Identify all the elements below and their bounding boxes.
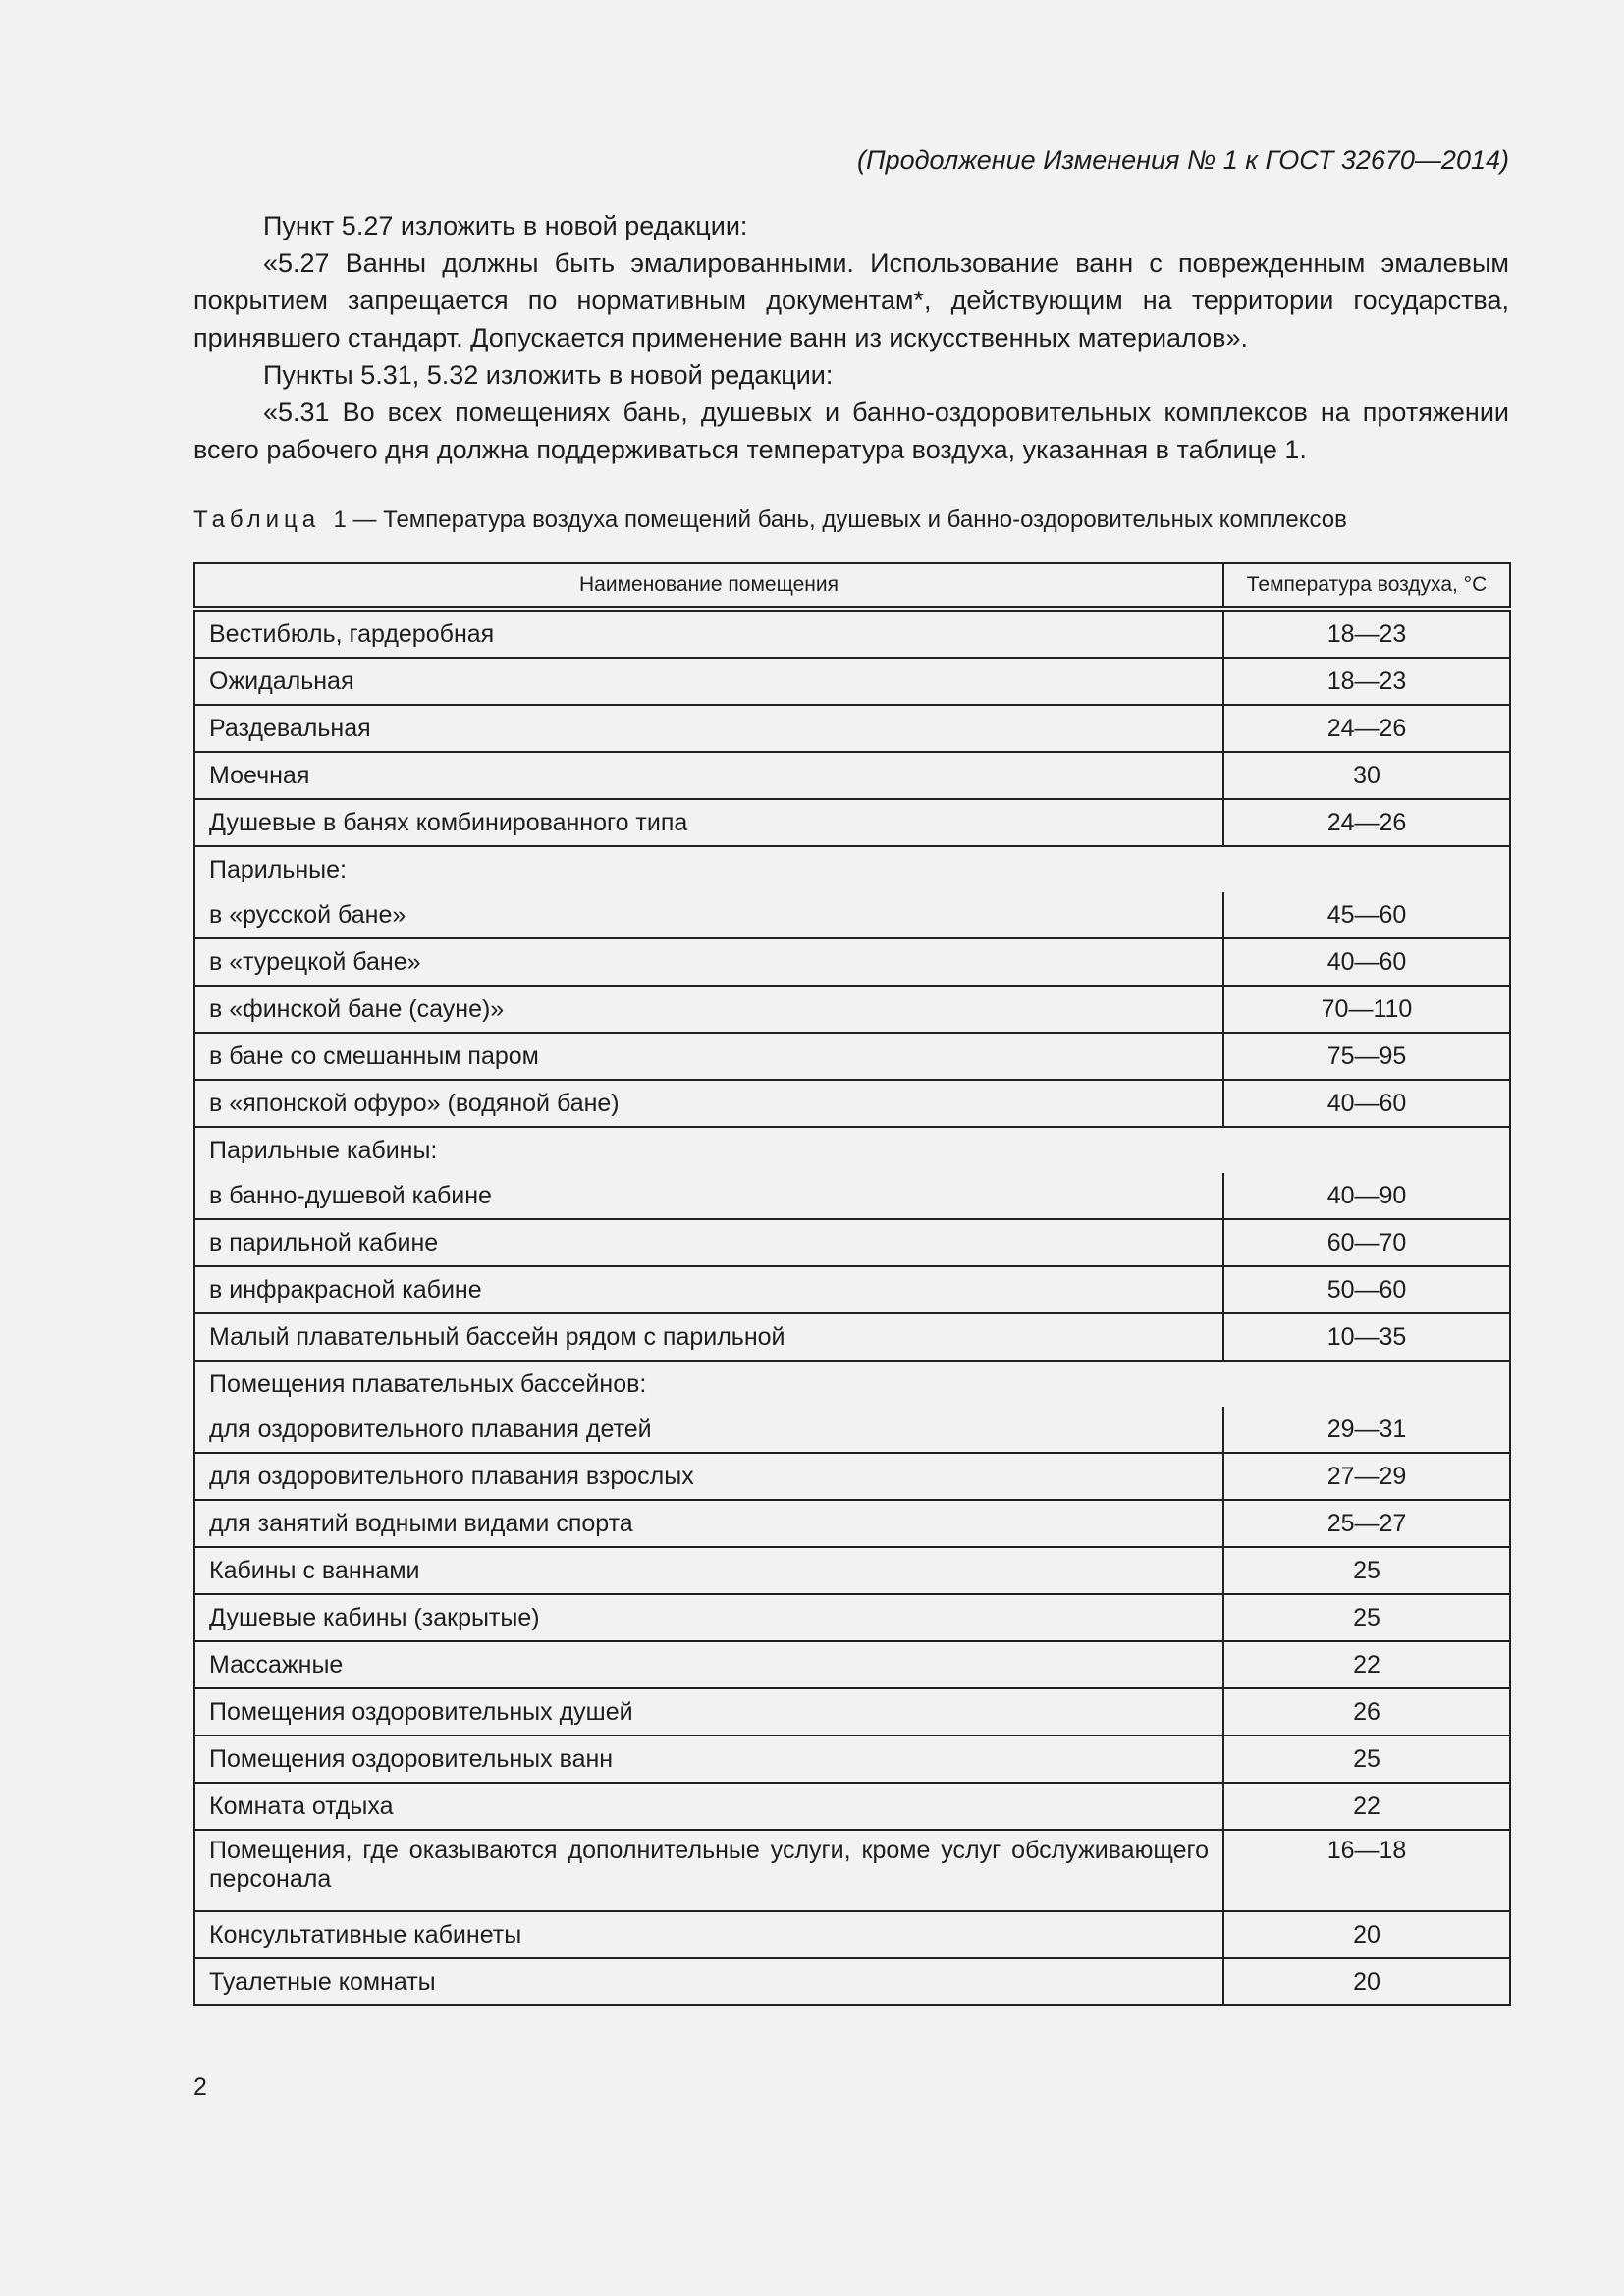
- room-name-cell: в парильной кабине: [194, 1219, 1223, 1266]
- room-name-cell: Малый плавательный бассейн рядом с парильной: [194, 1313, 1223, 1361]
- room-name-cell: Консультативные кабинеты: [194, 1911, 1223, 1958]
- room-name-cell: Парильные кабины:: [194, 1127, 1510, 1173]
- table-row: [194, 1219, 1510, 1266]
- room-name-cell: для занятий водными видами спорта: [194, 1500, 1223, 1547]
- room-name-cell: Массажные: [194, 1641, 1223, 1688]
- table-row: [194, 1127, 1510, 1173]
- room-name-cell: Ожидальная: [194, 658, 1223, 705]
- temperature-cell: 25: [1223, 1735, 1510, 1783]
- room-name-cell: Раздевальная: [194, 705, 1223, 752]
- temperature-cell: 25—27: [1223, 1500, 1510, 1547]
- room-name-cell: в «японской офуро» (водяной бане): [194, 1080, 1223, 1127]
- temperature-cell: 45—60: [1223, 892, 1510, 938]
- room-name-cell: в инфракрасной кабине: [194, 1266, 1223, 1313]
- table-row: [194, 1783, 1510, 1830]
- table-row: [194, 1594, 1510, 1641]
- temperature-cell: 40—60: [1223, 1080, 1510, 1127]
- temperature-cell: 70—110: [1223, 986, 1510, 1033]
- column-header-temperature: Температура воздуха, °С: [1223, 563, 1510, 609]
- table-row: [194, 658, 1510, 705]
- table-row: [194, 1735, 1510, 1783]
- table-row: [194, 1547, 1510, 1594]
- table-row: [194, 1830, 1510, 1911]
- temperature-cell: 40—60: [1223, 938, 1510, 986]
- column-header-room: Наименование помещения: [194, 563, 1223, 609]
- room-name-cell: Помещения оздоровительных ванн: [194, 1735, 1223, 1783]
- room-name-cell: Кабины с ваннами: [194, 1547, 1223, 1594]
- temperature-cell: 29—31: [1223, 1407, 1510, 1453]
- temperature-table: [193, 562, 1511, 2006]
- temperature-cell: 40—90: [1223, 1173, 1510, 1219]
- table-caption-text: 1 — Температура воздуха помещений бань, душевых и банно-оздоровительных комплексов: [333, 507, 1347, 533]
- temperature-cell: 18—23: [1223, 658, 1510, 705]
- amendment-text: [193, 207, 1509, 468]
- room-name-cell: в «русской бане»: [194, 892, 1223, 938]
- temperature-cell: 20: [1223, 1911, 1510, 1958]
- temperature-cell: 75—95: [1223, 1033, 1510, 1080]
- temperature-cell: 24—26: [1223, 705, 1510, 752]
- running-head: (Продолжение Изменения № 1 к ГОСТ 32670—2014): [857, 145, 1509, 175]
- paragraph: «5.27 Ванны должны быть эмалированными. Использование ванн с поврежденным эмалевым покрытием запрещается по нормативным документам*, действующим на территории государства, принявшего стандарт. Допускается применение ванн из искусственных материалов».: [193, 248, 1509, 352]
- temperature-cell: 25: [1223, 1594, 1510, 1641]
- table-row: [194, 892, 1510, 938]
- room-name-cell: Вестибюль, гардеробная: [194, 609, 1223, 658]
- room-name-cell: в «турецкой бане»: [194, 938, 1223, 986]
- table-row: [194, 609, 1510, 658]
- table-row: [194, 1958, 1510, 2005]
- table-row: [194, 846, 1510, 892]
- temperature-cell: 22: [1223, 1783, 1510, 1830]
- room-name-cell: для оздоровительного плавания взрослых: [194, 1453, 1223, 1500]
- table-row: [194, 799, 1510, 846]
- table-row: [194, 1080, 1510, 1127]
- temperature-cell: 25: [1223, 1547, 1510, 1594]
- table-header-row: [194, 563, 1510, 609]
- room-name-cell: Помещения, где оказываются дополнительные услуги, кроме услуг обслуживающего персонала: [194, 1830, 1223, 1911]
- room-name-cell: Моечная: [194, 752, 1223, 799]
- room-name-cell: Душевые в банях комбинированного типа: [194, 799, 1223, 846]
- temperature-cell: 27—29: [1223, 1453, 1510, 1500]
- table-row: [194, 705, 1510, 752]
- temperature-cell: 22: [1223, 1641, 1510, 1688]
- paragraph: Пункты 5.31, 5.32 изложить в новой редакции:: [263, 360, 834, 390]
- table-row: [194, 1033, 1510, 1080]
- room-name-cell: Душевые кабины (закрытые): [194, 1594, 1223, 1641]
- table-row: [194, 1313, 1510, 1361]
- table-caption: [193, 507, 1347, 534]
- temperature-cell: 50—60: [1223, 1266, 1510, 1313]
- temperature-cell: 16—18: [1223, 1830, 1510, 1911]
- temperature-cell: 10—35: [1223, 1313, 1510, 1361]
- temperature-cell: 20: [1223, 1958, 1510, 2005]
- room-name-cell: Парильные:: [194, 846, 1510, 892]
- paragraph: Пункт 5.27 изложить в новой редакции:: [263, 211, 748, 240]
- room-name-cell: Помещения оздоровительных душей: [194, 1688, 1223, 1735]
- table-body: [194, 609, 1510, 2005]
- temperature-cell: 24—26: [1223, 799, 1510, 846]
- table-row: [194, 1500, 1510, 1547]
- table-row: [194, 986, 1510, 1033]
- table-row: [194, 1361, 1510, 1407]
- room-name-cell: Помещения плавательных бассейнов:: [194, 1361, 1510, 1407]
- table-caption-label: Таблица: [193, 507, 321, 533]
- room-name-cell: Комната отдыха: [194, 1783, 1223, 1830]
- table-row: [194, 1173, 1510, 1219]
- room-name-cell: в бане со смешанным паром: [194, 1033, 1223, 1080]
- table-row: [194, 752, 1510, 799]
- temperature-cell: 26: [1223, 1688, 1510, 1735]
- page-number: 2: [193, 2073, 207, 2101]
- table-row: [194, 1407, 1510, 1453]
- table-row: [194, 938, 1510, 986]
- paragraph: «5.31 Во всех помещениях бань, душевых и банно-оздоровительных комплексов на протяжении всего рабочего дня должна поддерживаться температура воздуха, указанная в таблице 1.: [193, 398, 1509, 464]
- temperature-cell: 18—23: [1223, 609, 1510, 658]
- temperature-cell: 60—70: [1223, 1219, 1510, 1266]
- table-row: [194, 1266, 1510, 1313]
- table-row: [194, 1688, 1510, 1735]
- room-name-cell: Туалетные комнаты: [194, 1958, 1223, 2005]
- table-row: [194, 1641, 1510, 1688]
- table-row: [194, 1453, 1510, 1500]
- room-name-cell: в банно-душевой кабине: [194, 1173, 1223, 1219]
- room-name-cell: для оздоровительного плавания детей: [194, 1407, 1223, 1453]
- room-name-cell: в «финской бане (сауне)»: [194, 986, 1223, 1033]
- temperature-cell: 30: [1223, 752, 1510, 799]
- table-row: [194, 1911, 1510, 1958]
